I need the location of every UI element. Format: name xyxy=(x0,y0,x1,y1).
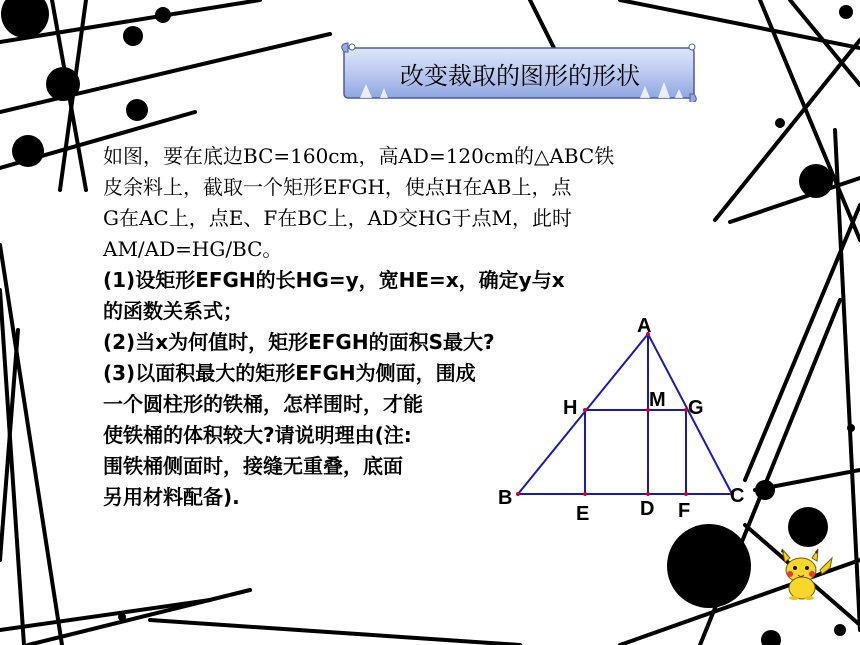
deco-dot xyxy=(788,507,828,547)
question-line: 使铁桶的体积较大?请说明理由(注: xyxy=(103,423,412,447)
point-e xyxy=(583,492,587,496)
label-f: F xyxy=(678,500,691,522)
deco-dot xyxy=(775,118,785,128)
question-line: 围铁桶侧面时，接缝无重叠，底面 xyxy=(103,454,403,478)
question-line: (1)设矩形EFGH的长HG=y，宽HE=x，确定y与x xyxy=(103,268,565,292)
question-line: (2)当x为何值时，矩形EFGH的面积S最大? xyxy=(103,330,495,354)
deco-dot xyxy=(126,99,148,121)
deco-dot xyxy=(46,67,80,101)
deco-line xyxy=(28,590,250,645)
deco-dot xyxy=(839,5,853,19)
deco-dot xyxy=(847,424,855,432)
question-line: (3)以面积最大的矩形EFGH为侧面，围成 xyxy=(103,361,476,385)
deco-dot xyxy=(761,630,781,645)
deco-dot xyxy=(1,0,49,38)
question-line: 的函数关系式； xyxy=(103,299,243,323)
label-h: H xyxy=(563,397,578,419)
problem-line: AM/AD=HG/BC。 xyxy=(103,237,283,261)
point-b xyxy=(516,492,520,496)
deco-line xyxy=(150,620,520,645)
label-a: A xyxy=(637,315,652,337)
deco-line xyxy=(0,34,330,112)
deco-dot xyxy=(12,135,44,167)
point-h xyxy=(583,408,587,412)
page-title: 改变裁取的图形的形状 xyxy=(400,61,640,90)
triangle-figure xyxy=(490,310,760,530)
deco-line xyxy=(0,290,24,645)
problem-line: 如图，要在底边BC=160cm，高AD=120cm的△ABC铁 xyxy=(103,144,615,168)
label-e: E xyxy=(576,503,590,525)
label-g: G xyxy=(688,397,704,419)
deco-dot xyxy=(834,624,846,636)
problem-line: 皮余料上，截取一个矩形EFGH，使点H在AB上，点 xyxy=(103,175,572,199)
label-b: B xyxy=(498,487,513,509)
point-d xyxy=(646,492,650,496)
label-c: C xyxy=(730,485,745,507)
label-m: M xyxy=(649,389,666,411)
pikachu-mascot xyxy=(776,548,836,600)
deco-dot xyxy=(667,524,751,608)
deco-dot xyxy=(155,7,171,23)
label-d: D xyxy=(640,498,655,520)
deco-dot xyxy=(123,26,143,46)
problem-line: G在AC上，点E、F在BC上，AD交HG于点M，此时 xyxy=(103,206,572,230)
point-f xyxy=(684,492,688,496)
deco-dot xyxy=(799,164,833,198)
question-line: 一个圆柱形的铁桶，怎样围时，才能 xyxy=(103,392,423,416)
deco-dot xyxy=(118,613,126,621)
question-line: 另用材料配备). xyxy=(103,485,240,509)
